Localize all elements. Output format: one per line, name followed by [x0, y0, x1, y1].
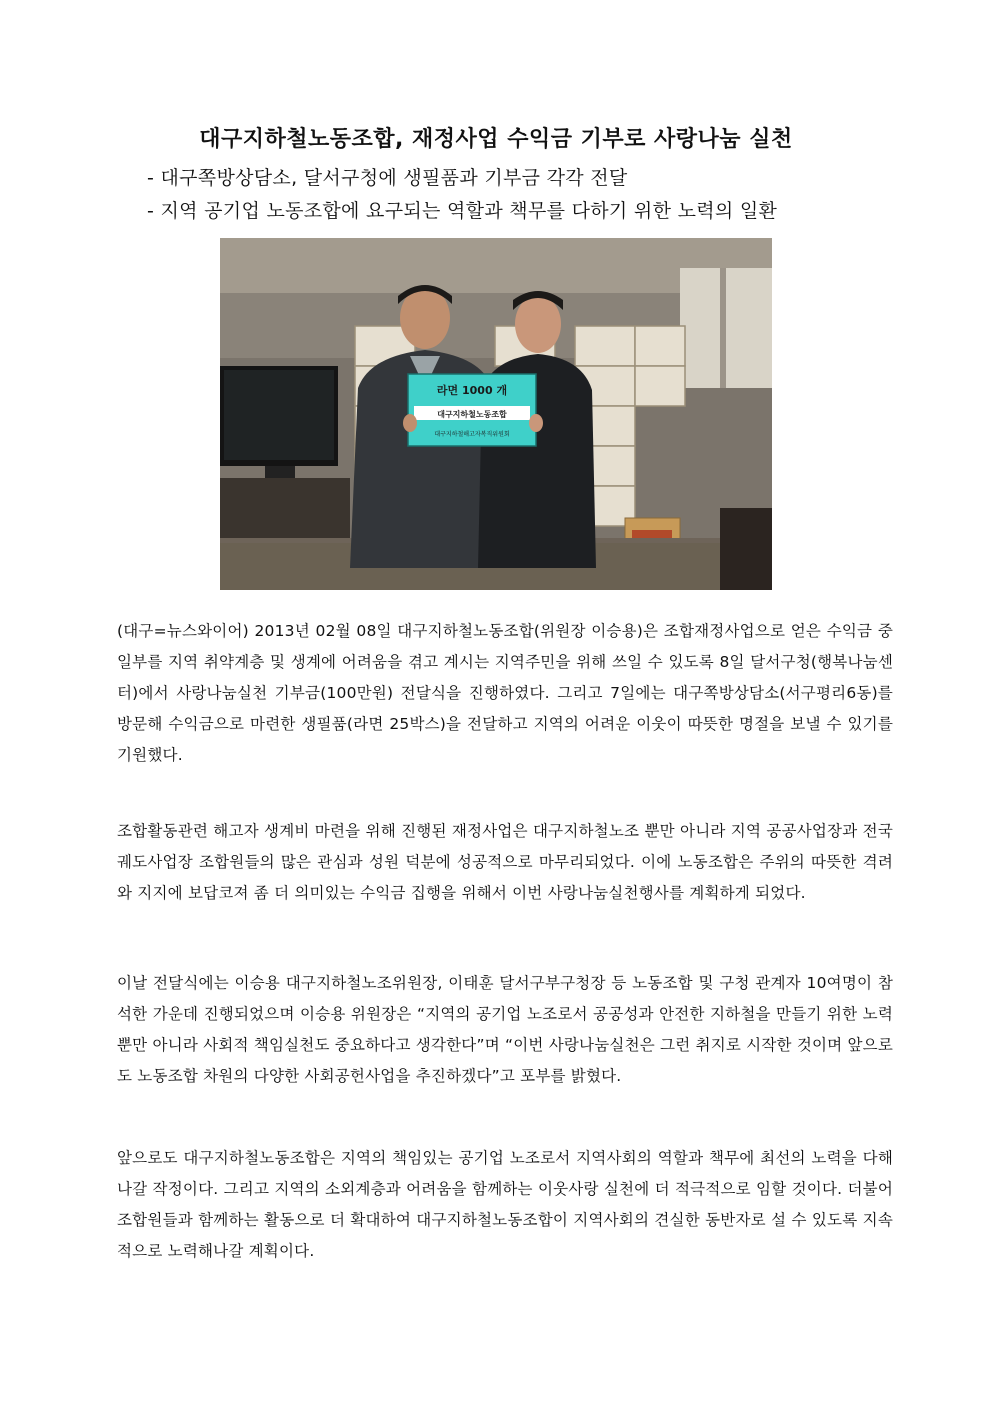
- article-paragraph-3: 이날 전달식에는 이승용 대구지하철노조위원장, 이태훈 달서구부구청장 등 노동조합 및 구청 관계자 10여명이 참석한 가운데 진행되었으며 이승용 위원장은 “지역의 공기업 노조로서 공공성과 안전한 지하철을 만들기 위한 노력뿐만 아니라 사회적 책임실천도 중요하다고 생각한다”며 “이번 사랑나눔실천은 그런 취지로 시작한 것이며 앞으로도 노동조합 차원의 다양한 사회공헌사업을 추진하겠다”고 포부를 밝혔다.: [117, 974, 893, 1085]
- article-photo: [220, 238, 772, 590]
- sign-text-2: 대구지하철노동조합: [437, 410, 507, 419]
- sign-text-3: 대구지하철해고자복직위원회: [434, 431, 510, 438]
- article-paragraph-1: (대구=뉴스와이어) 2013년 02월 08일 대구지하철노동조합(위원장 이승용)은 조합재정사업으로 얻은 수익금 중 일부를 지역 취약계층 및 생계에 어려움을 겪고 계시는 지역주민을 위해 쓰일 수 있도록 8일 달서구청(행복나눔센터)에서 사랑나눔실천 기부금(100만원) 전달식을 진행하였다. 그리고 7일에는 대구쪽방상담소(서구평리6동)를 방문해 수익금으로 마련한 생필품(라면 25박스)을 전달하고 지역의 어려운 이웃이 따뜻한 명절을 보낼 수 있기를 기원했다.: [117, 622, 893, 764]
- article-subtitle-1: - 대구쪽방상담소, 달서구청에 생필품과 기부금 각각 전달: [147, 167, 628, 189]
- article-paragraph-2: 조합활동관련 해고자 생계비 마련을 위해 진행된 재정사업은 대구지하철노조 뿐만 아니라 지역 공공사업장과 전국 궤도사업장 조합원들의 많은 관심과 성원 덕분에 성공적으로 마무리되었다. 이에 노동조합은 주위의 따뜻한 격려와 지지에 보답코져 좀 더 의미있는 수익금 집행을 위해서 이번 사랑나눔실천행사를 계획하게 되었다.: [117, 822, 893, 902]
- article-title: 대구지하철노동조합, 재정사업 수익금 기부로 사랑나눔 실천: [199, 127, 793, 152]
- sign-text-1: 라면 1000 개: [436, 384, 508, 397]
- article-subtitle-2: - 지역 공기업 노동조합에 요구되는 역할과 책무를 다하기 위한 노력의 일환: [147, 200, 778, 222]
- article-paragraph-4: 앞으로도 대구지하철노동조합은 지역의 책임있는 공기업 노조로서 지역사회의 역할과 책무에 최선의 노력을 다해나갈 작정이다. 그리고 지역의 소외계층과 어려움을 함께하는 이웃사랑 실천에 더 적극적으로 임할 것이다. 더불어 조합원들과 함께하는 활동으로 더 확대하여 대구지하철노동조합이 지역사회의 견실한 동반자로 설 수 있도록 지속적으로 노력해나갈 계획이다.: [117, 1149, 893, 1260]
